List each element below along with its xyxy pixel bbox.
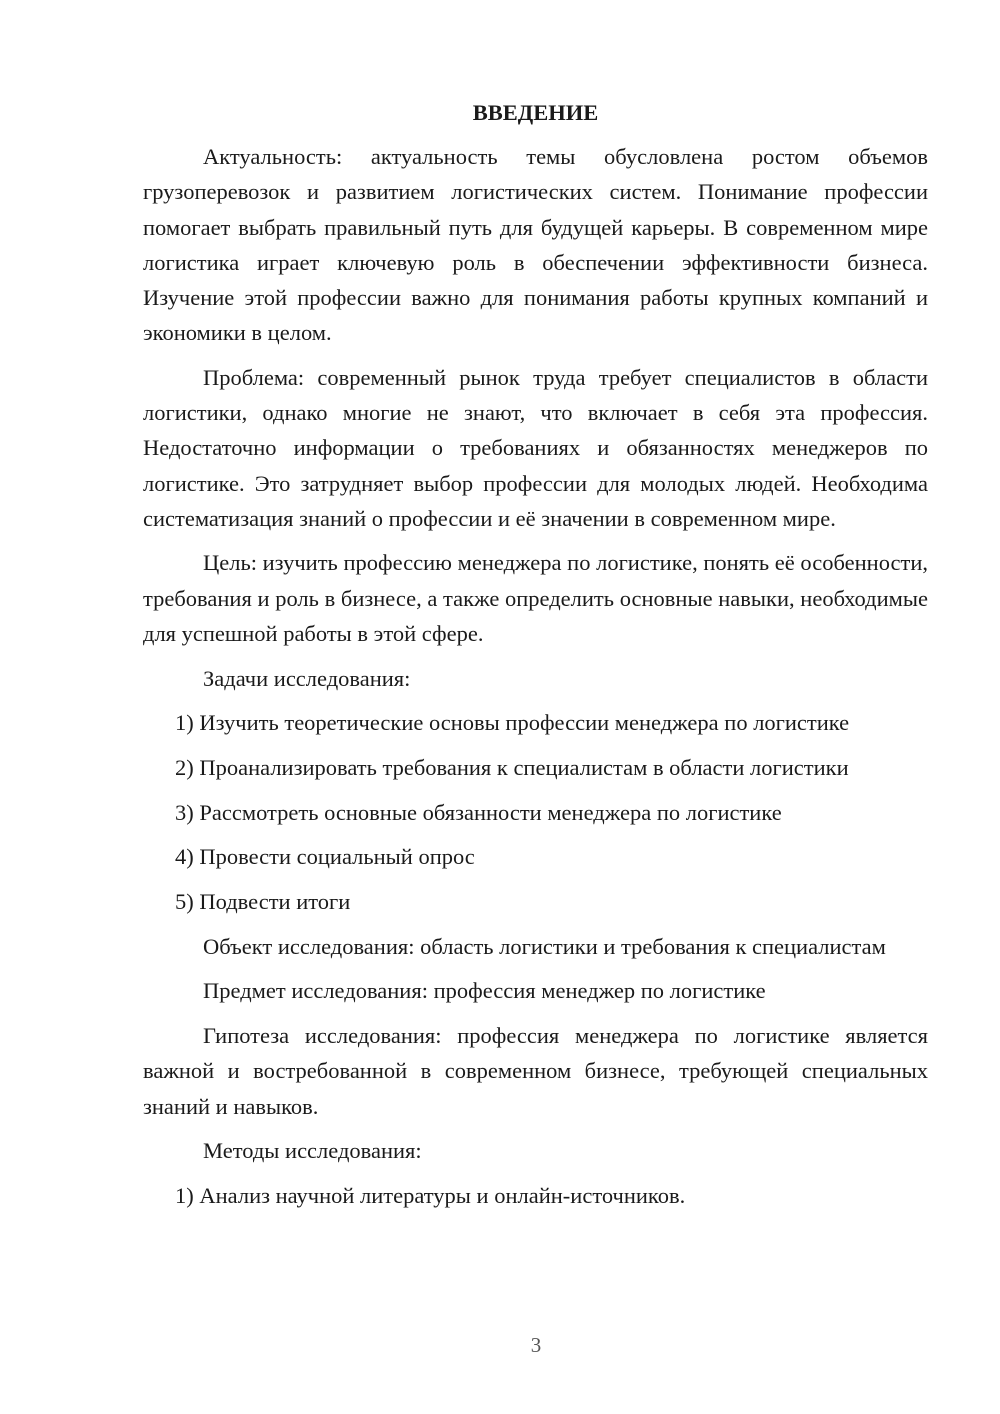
object-paragraph: Объект исследования: область логистики и требования к специалистам — [203, 933, 886, 959]
page-content — [143, 95, 928, 1223]
tasks-title: Задачи исследования: — [203, 665, 411, 691]
method-item: 1) Анализ научной литературы и онлайн-источников. — [175, 1182, 686, 1208]
task-item: 2) Проанализировать требования к специалистам в области логистики — [175, 754, 849, 780]
problem-paragraph: Проблема: современный рынок труда требует специалистов в области логистики, однако многие не знают, что включает в себя эта профессия. Недостаточно информации о требованиях и обязанностях менеджеров по логистике. Это затрудняет выбор профессии для молодых людей. Необходима систематизация знаний о профессии и её значении в современном мире. — [143, 364, 928, 531]
relevance-paragraph: Актуальность: актуальность темы обусловлена ростом объемов грузоперевозок и развитием логистических систем. Понимание профессии помогает выбрать правильный путь для будущей карьеры. В современном мире логистика играет ключевую роль в обеспечении эффективности бизнеса. Изучение этой профессии важно для понимания работы крупных компаний и экономики в целом. — [143, 144, 928, 346]
subject-paragraph: Предмет исследования: профессия менеджер по логистике — [203, 978, 766, 1004]
task-item: 4) Провести социальный опрос — [175, 844, 475, 870]
section-heading: ВВЕДЕНИЕ — [472, 100, 599, 125]
task-item: 1) Изучить теоретические основы профессии менеджера по логистике — [175, 710, 850, 736]
hypothesis-paragraph: Гипотеза исследования: профессия менеджера по логистике является важной и востребованной в современном бизнесе, требующей специальных знаний и навыков. — [143, 1023, 928, 1119]
page-number: 3 — [530, 1333, 542, 1357]
task-item: 3) Рассмотреть основные обязанности менеджера по логистике — [175, 799, 782, 825]
task-item: 5) Подвести итоги — [175, 889, 351, 915]
goal-paragraph: Цель: изучить профессию менеджера по логистике, понять её особенности, требования и роль в бизнесе, а также определить основные навыки, необходимые для успешной работы в этой сфере. — [143, 550, 928, 646]
methods-title: Методы исследования: — [203, 1138, 422, 1164]
